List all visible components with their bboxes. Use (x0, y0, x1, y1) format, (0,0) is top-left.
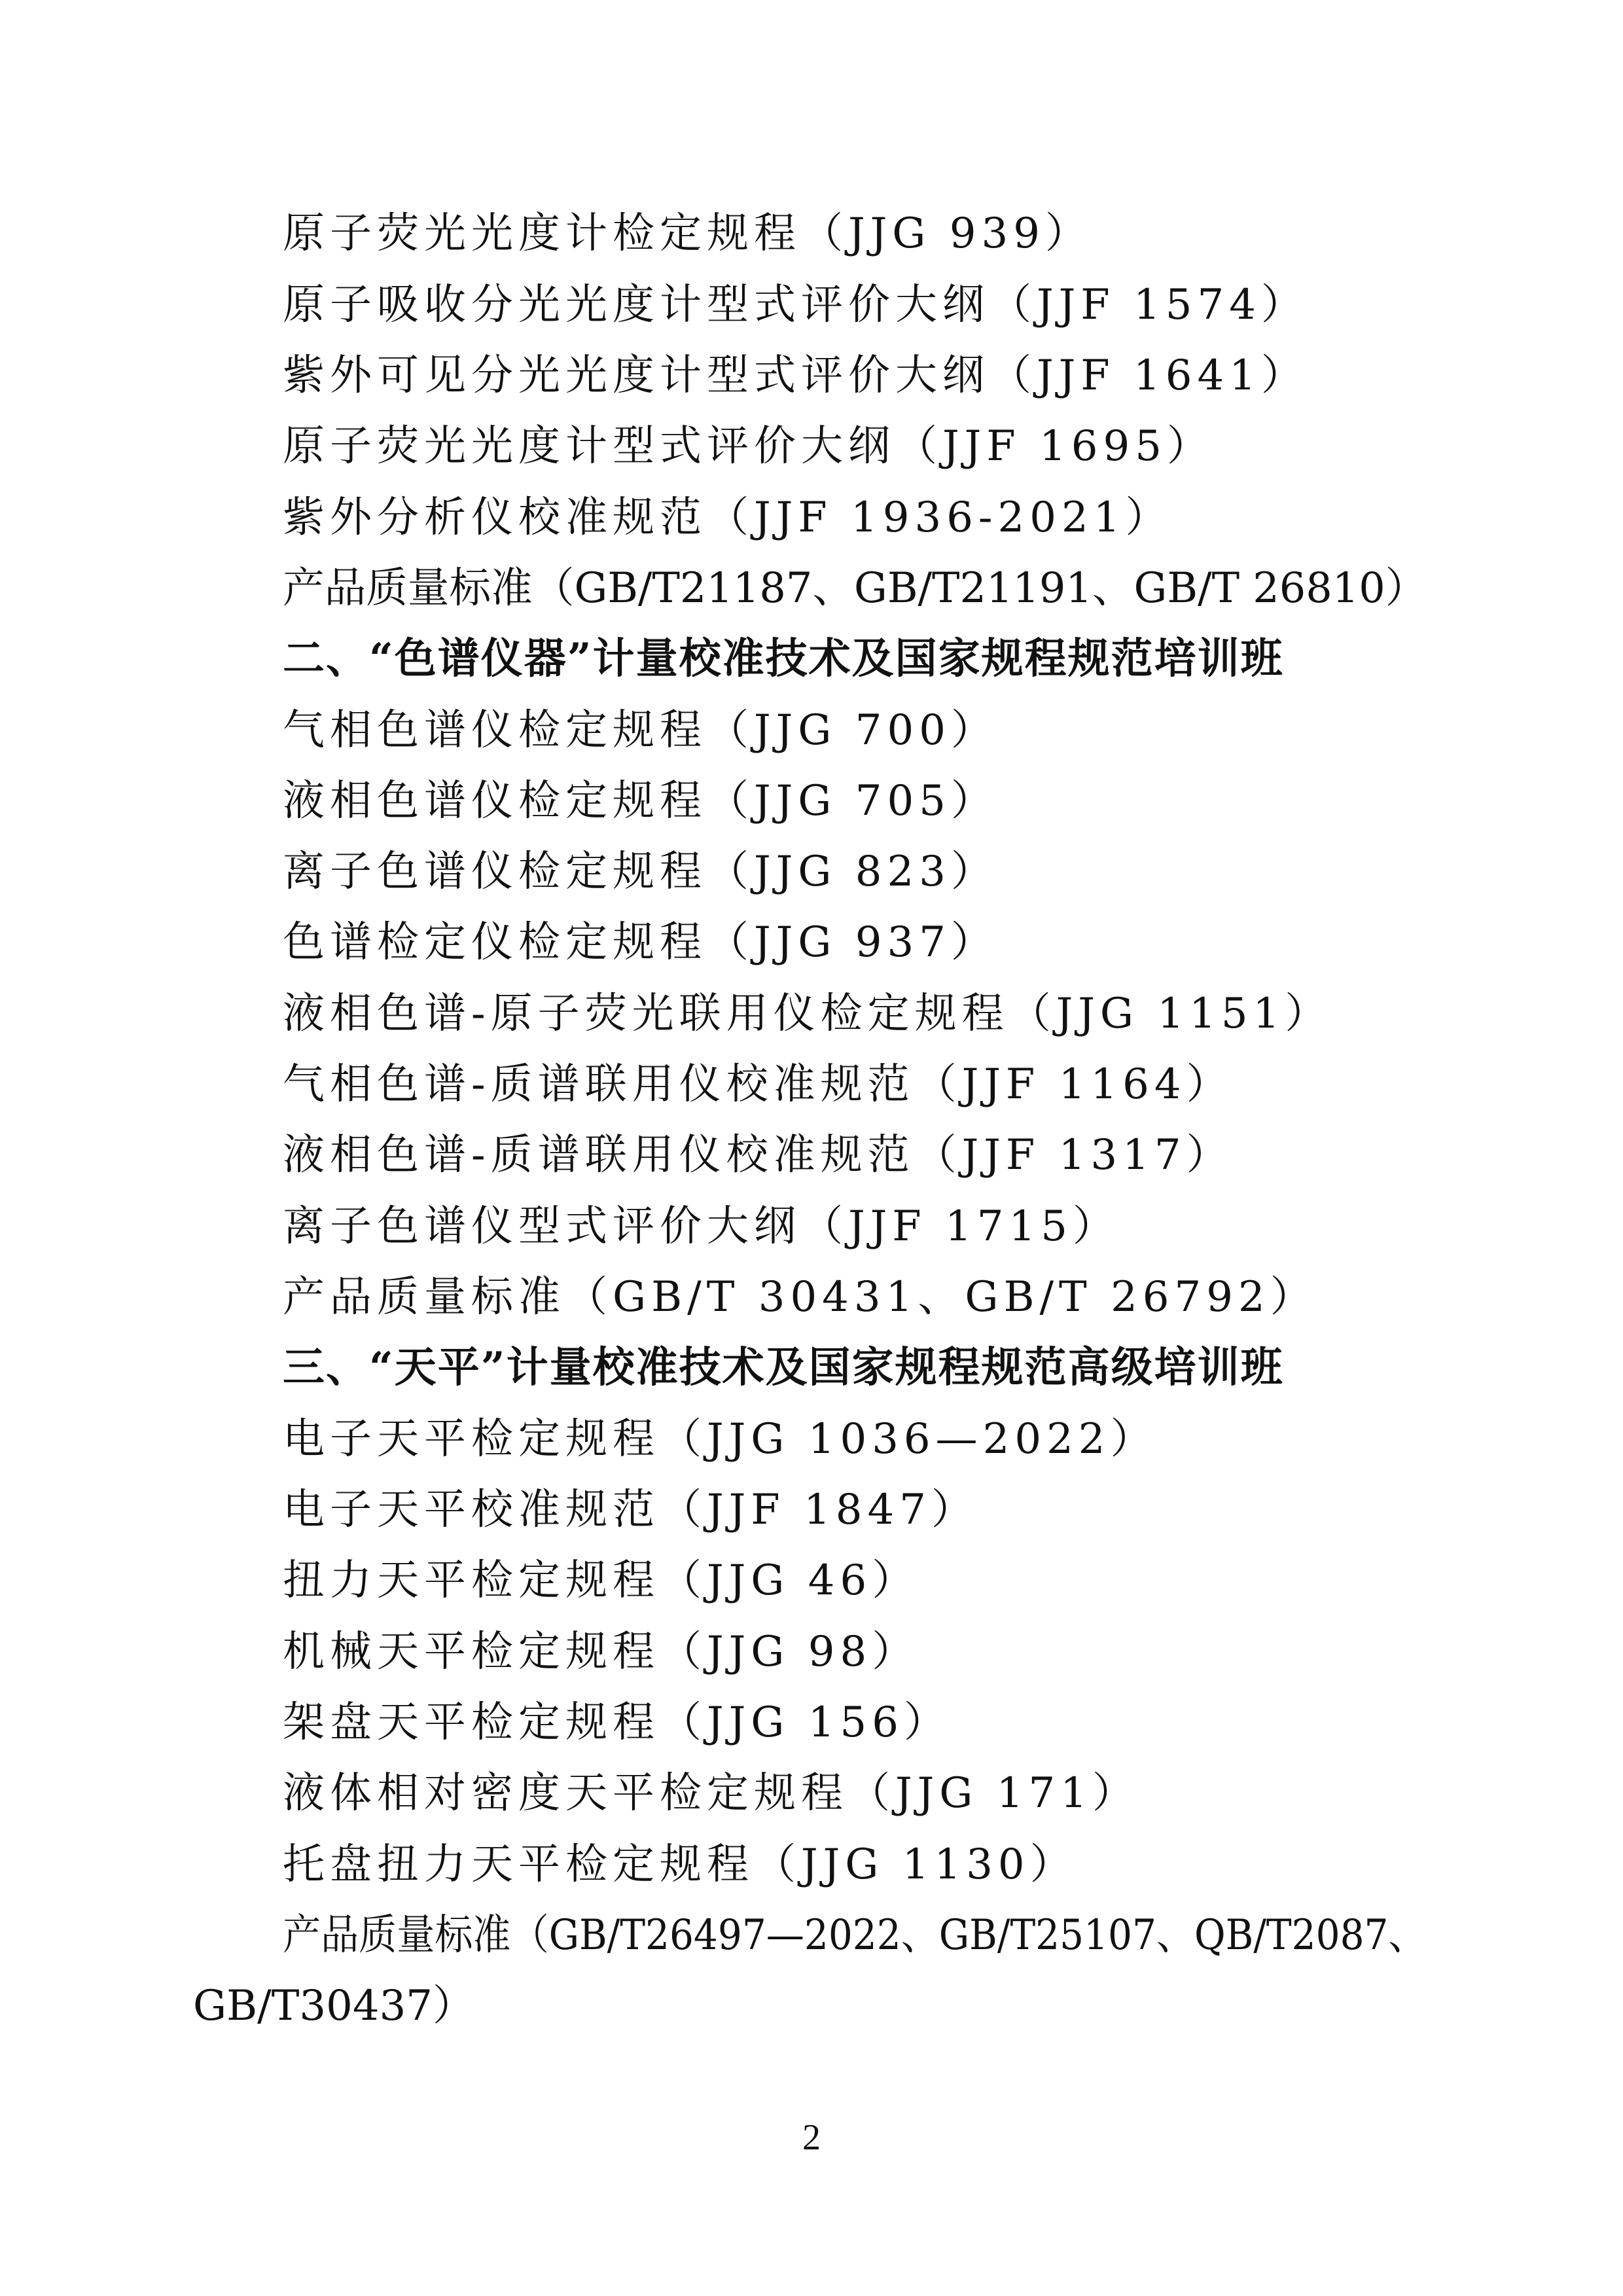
list-item: 液相色谱-质谱联用仪校准规范（JJF 1317） (283, 1131, 1234, 1179)
list-item: 电子天平检定规程（JJG 1036—2022） (283, 1415, 1158, 1463)
list-item: 产品质量标准（GB/T21187、GB/T21191、GB/T 26810） (283, 564, 1427, 613)
list-item: 液体相对密度天平检定规程（JJG 171） (283, 1769, 1139, 1818)
list-item: 紫外分析仪校准规范（JJF 1936-2021） (283, 493, 1173, 542)
list-item: 原子荧光光度计型式评价大纲（JJF 1695） (283, 422, 1214, 471)
list-item: 原子荧光光度计检定规程（JJG 939） (283, 209, 1092, 258)
list-item-continuation: GB/T30437） (193, 1982, 474, 2030)
list-item: 产品质量标准（GB/T26497—2022、GB/T25107、QB/T2087、 (283, 1911, 1427, 1960)
list-item: 液相色谱仪检定规程（JJG 705） (283, 777, 998, 825)
page-number: 2 (802, 2117, 821, 2158)
list-item: 气相色谱-质谱联用仪校准规范（JJF 1164） (283, 1060, 1234, 1109)
section-heading: 三、“天平”计量校准技术及国家规程规范高级培训班 (283, 1343, 1284, 1392)
list-item: 色谱检定仪检定规程（JJG 937） (283, 918, 998, 967)
list-item: 扭力天平检定规程（JJG 46） (283, 1556, 919, 1605)
list-item: 离子色谱仪检定规程（JJG 823） (283, 848, 998, 896)
list-item: 电子天平校准规范（JJF 1847） (283, 1486, 978, 1534)
list-item: 机械天平检定规程（JJG 98） (283, 1628, 919, 1676)
list-item: 架盘天平检定规程（JJG 156） (283, 1698, 951, 1747)
list-item: 液相色谱-原子荧光联用仪检定规程（JJG 1151） (283, 990, 1332, 1038)
section-heading: 二、“色谱仪器”计量校准技术及国家规程规范培训班 (283, 634, 1284, 683)
list-item: 产品质量标准（GB/T 30431、GB/T 26792） (283, 1273, 1317, 1321)
list-item: 托盘扭力天平检定规程（JJG 1130） (283, 1840, 1077, 1889)
list-item: 离子色谱仪型式评价大纲（JJF 1715） (283, 1202, 1120, 1251)
list-item: 气相色谱仪检定规程（JJG 700） (283, 706, 998, 755)
list-item: 紫外可见分光光度计型式评价大纲（JJF 1641） (283, 351, 1308, 400)
list-item: 原子吸收分光光度计型式评价大纲（JJF 1574） (283, 281, 1308, 329)
